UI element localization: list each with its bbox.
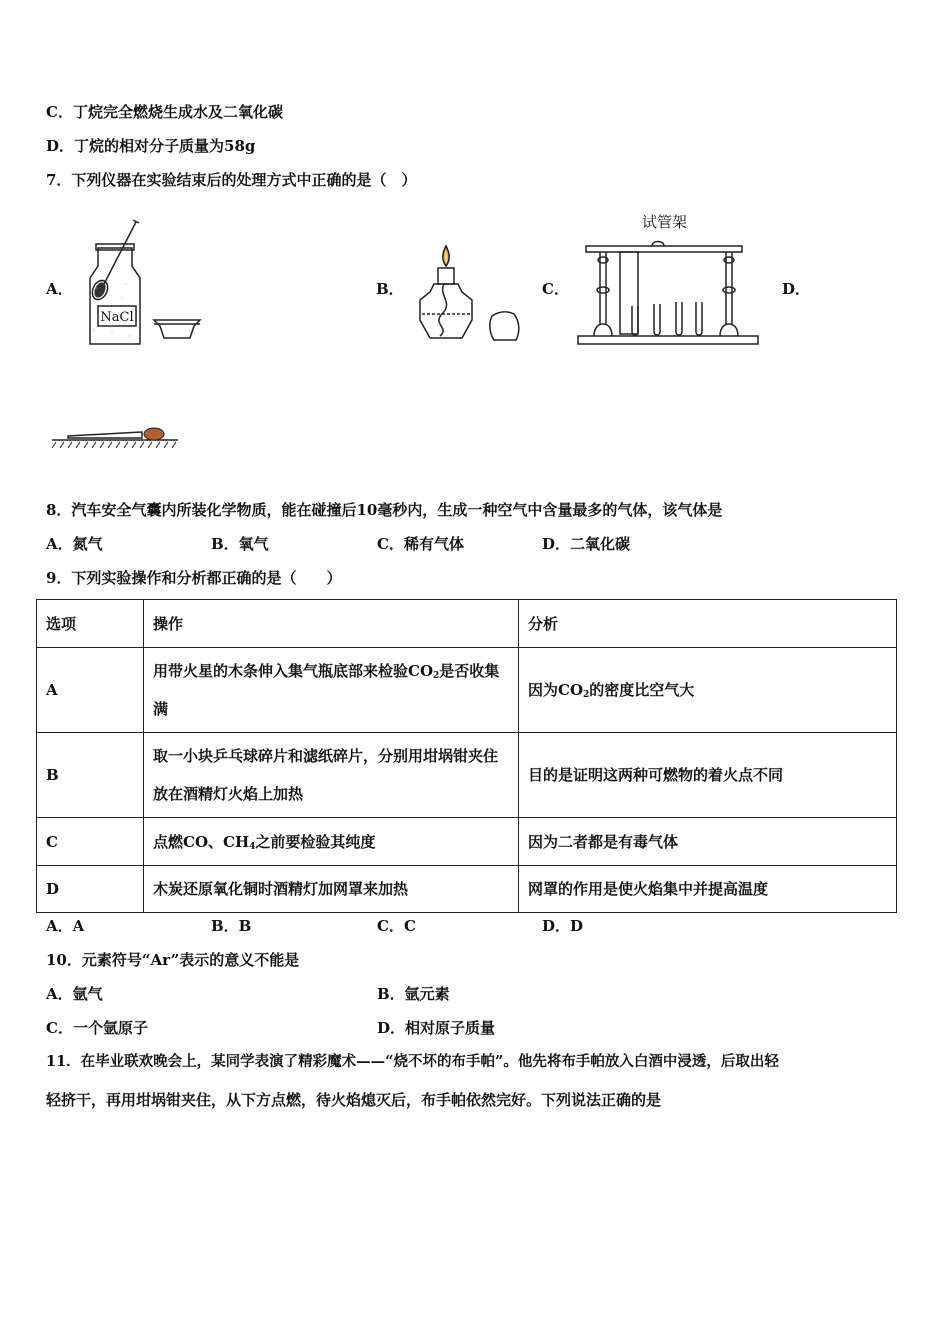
q8-option-a: A．氮气 [46, 535, 103, 553]
q9-option-b: B．B [211, 917, 252, 935]
q9-option-a: A．A [46, 917, 85, 935]
q9-row-b-option: B [37, 733, 144, 818]
q9-row-a-analysis [519, 648, 897, 733]
q9-table-header-row [37, 600, 897, 648]
q9-row-d-option: D [37, 866, 144, 913]
q9-table-row-b [37, 733, 897, 818]
q7-option-d-label: D． [782, 280, 811, 298]
q7-figure-c-test-tube-rack [574, 236, 764, 348]
q7-figure-b-alcohol-lamp [410, 244, 522, 344]
q9-row-a-operation-text-2: 是否收集满 [153, 662, 500, 718]
q9-row-a-operation [144, 648, 519, 733]
q7-figure-a-reagent-bottle [82, 218, 204, 348]
q9-row-b-operation: 取一小块乒乓球碎片和滤纸碎片，分别用坩埚钳夹住放在酒精灯火焰上加热 [144, 733, 519, 818]
q9-row-d-operation: 木炭还原氧化铜时酒精灯加网罩来加热 [144, 866, 519, 913]
q8-option-b: B．氧气 [211, 535, 269, 553]
q11-stem-line-2: 轻挤干，再用坩埚钳夹住，从下方点燃，待火焰熄灭后，布手帕依然完好。下列说法正确的是 [46, 1091, 662, 1109]
q9-header-analysis: 分析 [519, 600, 897, 648]
q7-stem: 7．下列仪器在实验结束后的处理方式中正确的是（ ） [46, 171, 417, 189]
q9-header-option: 选项 [37, 600, 144, 648]
q9-row-c-analysis: 因为二者都是有毒气体 [519, 818, 897, 866]
q9-row-a-analysis-text: 因为CO [528, 681, 584, 699]
q9-table [36, 599, 897, 913]
q9-row-d-analysis: 网罩的作用是使火焰集中并提高温度 [519, 866, 897, 913]
q9-row-c-operation [144, 818, 519, 866]
q9-row-b-analysis: 目的是证明这两种可燃物的着火点不同 [519, 733, 897, 818]
q6-option-c: C．丁烷完全燃烧生成水及二氧化碳 [46, 103, 283, 121]
q10-stem: 10．元素符号“Ar”表示的意义不能是 [46, 951, 300, 969]
q9-table-row-c [37, 818, 897, 866]
q9-option-c: C．C [377, 917, 416, 935]
q10-option-b: B．氩元素 [377, 985, 450, 1003]
q9-row-a-operation-text: 用带火星的木条伸入集气瓶底部来检验CO [153, 662, 434, 680]
q9-row-a-analysis-text-2: 的密度比空气大 [589, 681, 695, 699]
q7-option-a-label: A． [46, 280, 73, 298]
q7-bottle-label-text: NaCl [100, 310, 134, 325]
q8-stem: 8．汽车安全气囊内所装化学物质，能在碰撞后10毫秒内，生成一种空气中含量最多的气体，该气体是 [46, 501, 723, 519]
q7-figure-d-dropper-on-table [50, 420, 180, 456]
q9-option-d: D．D [542, 917, 584, 935]
q7-rack-caption: 试管架 [642, 213, 688, 231]
q8-option-d: D．二氧化碳 [542, 535, 631, 553]
q9-table-row-a [37, 648, 897, 733]
q9-row-c-operation-text: 点燃CO、CH [153, 832, 250, 851]
q7-option-c-label: C． [542, 280, 569, 298]
q10-option-c: C．一个氩原子 [46, 1019, 148, 1037]
q9-stem: 9．下列实验操作和分析都正确的是（ ） [46, 569, 342, 587]
q9-row-a-operation-sub: 2 [433, 671, 440, 681]
q9-row-c-operation-text-2: 之前要检验其纯度 [255, 832, 376, 851]
q6-option-d: D．丁烷的相对分子质量为58g [46, 137, 256, 155]
q10-option-d: D．相对原子质量 [377, 1019, 496, 1037]
q7-option-b-label: B． [376, 280, 404, 298]
q9-table-row-d [37, 866, 897, 913]
q8-option-c: C．稀有气体 [377, 535, 464, 553]
q9-row-c-operation-sub: 4 [249, 841, 256, 852]
q11-stem-line-1: 11．在毕业联欢晚会上，某同学表演了精彩魔术——“烧不坏的布手帕”。他先将布手帕放入白酒中浸透，后取出轻 [46, 1053, 779, 1070]
q9-row-a-option: A [37, 648, 144, 733]
q9-header-operation: 操作 [144, 600, 519, 648]
q9-row-c-option: C [37, 818, 144, 866]
q10-option-a: A．氩气 [46, 985, 103, 1003]
q9-row-a-analysis-sub: 2 [583, 690, 590, 700]
